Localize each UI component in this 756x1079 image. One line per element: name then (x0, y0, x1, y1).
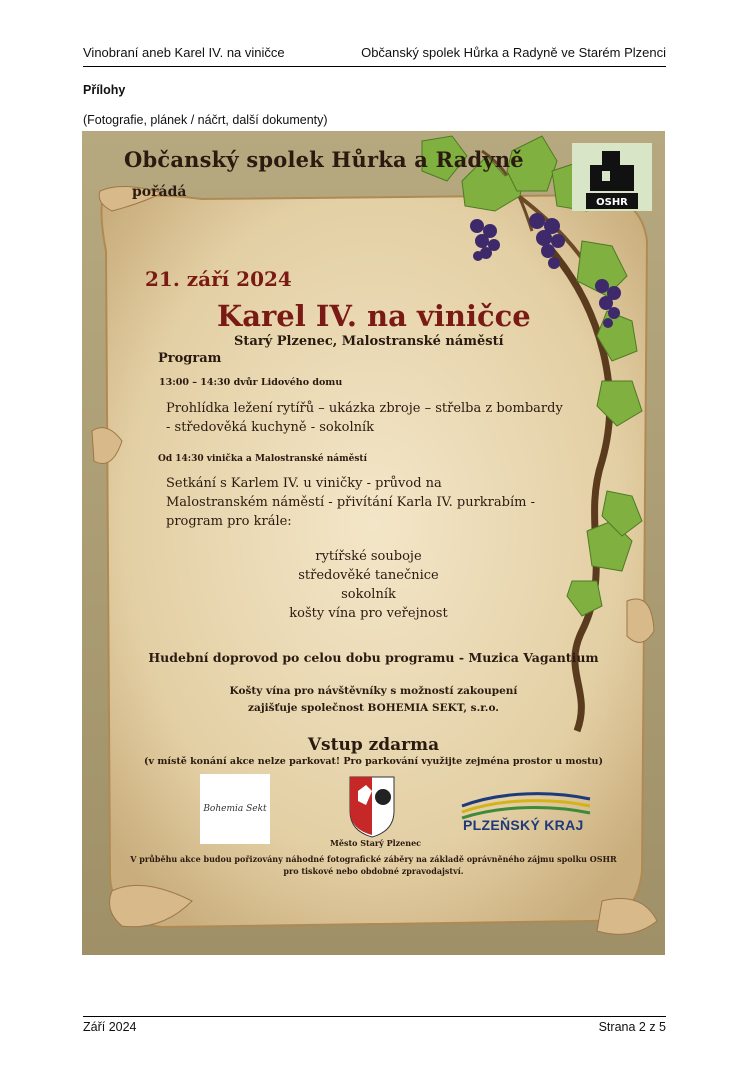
poster-parking-note: (v místě konání akce nelze parkovat! Pro parkování využijte zejména prostor u mostu) (144, 756, 603, 767)
footer-date: Září 2024 (83, 1020, 137, 1034)
poster-organizer: Občanský spolek Hůrka a Radyně (124, 147, 524, 172)
section-subtitle: (Fotografie, plánek / náčrt, další dokumenty) (83, 113, 328, 127)
oshr-logo (572, 143, 652, 211)
page-header (83, 44, 666, 67)
header-document-title: Vinobraní aneb Karel IV. na viničce (83, 45, 285, 60)
region-logo-text: PLZEŇSKÝ KRAJ (463, 817, 584, 833)
poster-music: Hudební doprovod po celou dobu programu - Muzica Vagantium (148, 650, 599, 665)
poster-wine-tasting (82, 683, 665, 717)
bohemia-sekt-logo-text: Bohemia Sekt (203, 804, 267, 814)
poster-program-item: sokolník (341, 587, 396, 602)
poster-program-item: středověké tanečnice (298, 568, 439, 583)
poster-block1-line: - středověká kuchyně - sokolník (166, 420, 375, 435)
poster-program-item: rytířské souboje (315, 549, 422, 564)
poster-photo-note-line: pro tiskové nebo obdobné zpravodajství. (283, 866, 464, 876)
bohemia-sekt-logo (200, 774, 270, 844)
event-poster-image (82, 131, 665, 955)
poster-entry: Vstup zdarma (307, 735, 440, 755)
poster-block2-time: Od 14:30 vinička a Malostranské náměstí (158, 454, 368, 464)
city-coat-of-arms-icon (350, 777, 394, 837)
poster-block1-line: Prohlídka ležení rytířů – ukázka zbroje – střelba z bombardy (166, 401, 563, 416)
poster-block2-line: Malostranském náměstí - přivítání Karla IV. purkrabím - (166, 495, 535, 510)
poster-program-item: košty vína pro veřejnost (289, 606, 448, 621)
city-label: Město Starý Plzenec (330, 838, 422, 848)
page-footer (83, 1016, 666, 1034)
poster-block1 (166, 399, 563, 437)
header-organization: Občanský spolek Hůrka a Radyně ve Starém Plzenci (361, 45, 666, 60)
poster-program-items (82, 547, 665, 623)
poster-block2-line: program pro krále: (166, 514, 292, 529)
poster-place: Starý Plzenec, Malostranské náměstí (234, 334, 504, 349)
poster-date: 21. září 2024 (145, 267, 292, 291)
poster-wine-line: Košty vína pro návštěvníky s možností zakoupení (229, 685, 518, 697)
poster-block1-time: 13:00 – 14:30 dvůr Lidového domu (159, 377, 343, 388)
poster-title: Karel IV. na viničce (217, 299, 531, 333)
poster-program-label: Program (158, 351, 222, 366)
poster-organizes: pořádá (132, 184, 187, 200)
oshr-label: OSHR (596, 197, 628, 208)
poster-photo-note (112, 853, 635, 877)
footer-page-number: Strana 2 z 5 (598, 1020, 666, 1034)
poster-block2 (166, 474, 535, 531)
poster-wine-line: zajišťuje společnost BOHEMIA SEKT, s.r.o. (248, 702, 499, 714)
poster-block2-line: Setkání s Karlem IV. u viničky - průvod na (166, 476, 442, 491)
section-title: Přílohy (83, 83, 126, 97)
poster-photo-note-line: V průběhu akce budou pořizovány náhodné fotografické záběry na základě oprávněného zájmu spolku OSHR (130, 854, 617, 864)
